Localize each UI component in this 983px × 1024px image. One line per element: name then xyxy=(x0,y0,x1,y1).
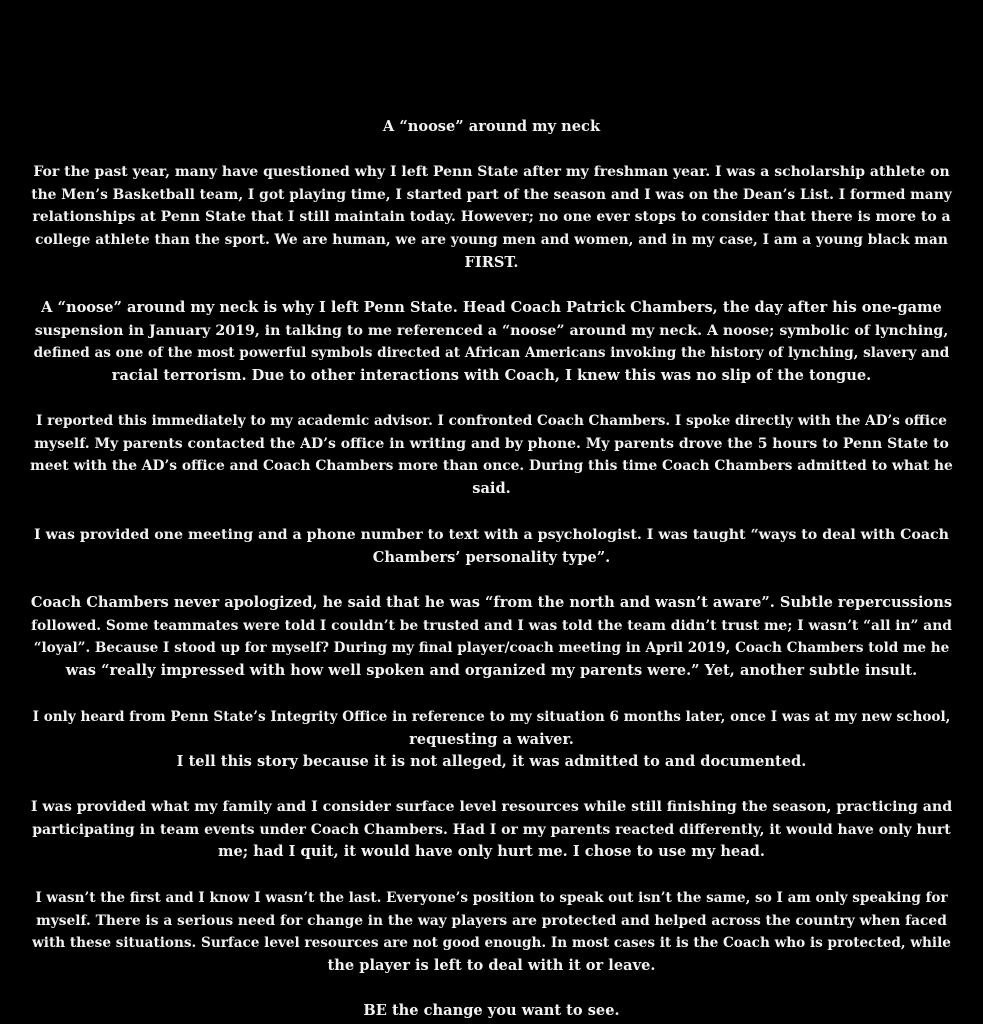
text-line: Coach Chambers never apologized, he said that he was “from the north and wasn’t aware”. Subtle repercussions xyxy=(30,594,953,611)
text-line: me; had I quit, it would have only hurt me. I chose to use my head. xyxy=(218,843,765,861)
text-line: meet with the AD’s office and Coach Chambers more than once. During this time Coach Chambers admitted to what he xyxy=(30,458,953,475)
text-line: defined as one of the most powerful symbols directed at African Americans invoking the history of lynching, slavery and xyxy=(33,345,950,362)
paragraph-repercussions xyxy=(30,592,953,683)
text-line: I wasn’t the first and I know I wasn’t the last. Everyone’s position to speak out isn’t the same, so I am only speaking for xyxy=(35,890,948,906)
text-line: racial terrorism. Due to other interactions with Coach, I knew this was no slip of the tongue. xyxy=(111,367,872,385)
text-line: relationships at Penn State that I still maintain today. However; no one ever stops to consider that there is more to a xyxy=(32,209,951,226)
text-line: the player is left to deal with it or leave. xyxy=(327,957,656,975)
text-line: with these situations. Surface level resources are not good enough. In most cases it is the Coach who is protected, while xyxy=(32,935,951,952)
document-title: A “noose” around my neck xyxy=(382,118,601,135)
text-line: I was provided one meeting and a phone number to text with a psychologist. I was taught “ways to deal with Coach xyxy=(34,527,949,543)
text-line: I reported this immediately to my academic advisor. I confronted Coach Chambers. I spoke directly with the AD’s office xyxy=(36,413,947,429)
paragraph-reporting xyxy=(30,410,953,501)
paragraph-integrity-office xyxy=(30,706,953,774)
text-line: followed. Some teammates were told I couldn’t be trusted and I was told the team didn’t trust me; I wasn’t “all in” and xyxy=(31,617,952,634)
text-line: myself. My parents contacted the AD’s office in writing and by phone. My parents drove the 5 hours to Penn State to xyxy=(34,435,949,452)
text-line: BE the change you want to see. xyxy=(363,1002,620,1019)
text-line: I only heard from Penn State’s Integrity Office in reference to my situation 6 months later, once I was at my new school, xyxy=(32,709,951,725)
text-line: I tell this story because it is not alleged, it was admitted to and documented. xyxy=(176,753,807,771)
text-line: suspension in January 2019, in talking to me referenced a “noose” around my neck. A noose; symbolic of lynching, xyxy=(34,322,949,339)
text-line: For the past year, many have questioned why I left Penn State after my freshman year. I was a scholarship athlete on xyxy=(33,164,950,180)
text-line: A “noose” around my neck is why I left Penn State. Head Coach Patrick Chambers, the day after his one-game xyxy=(41,299,942,316)
text-line: FIRST. xyxy=(464,253,519,271)
text-line: I was provided what my family and I consider surface level resources while still finishing the season, practicing and xyxy=(30,799,953,815)
paragraph-need-for-change xyxy=(30,887,953,978)
text-line: Chambers’ personality type”. xyxy=(372,548,611,566)
paragraph-resources xyxy=(30,796,953,864)
text-line: requesting a waiver. xyxy=(409,730,574,748)
text-line: was “really impressed with how well spoken and organized my parents were.” Yet, another subtle insult. xyxy=(65,662,918,680)
text-line: the Men’s Basketball team, I got playing time, I started part of the season and I was on the Dean’s List. I formed many xyxy=(31,186,952,203)
text-line: participating in team events under Coach Chambers. Had I or my parents reacted differently, it would have only hurt xyxy=(32,821,951,838)
paragraph-psychologist xyxy=(30,524,953,569)
text-line: said. xyxy=(472,480,511,498)
paragraph-noose-reference xyxy=(30,297,953,388)
text-line: college athlete than the sport. We are human, we are young men and women, and in my case, I am a young black man xyxy=(35,232,948,249)
paragraph-closing xyxy=(30,1000,953,1023)
text-line: myself. There is a serious need for change in the way players are protected and helped across the country when faced xyxy=(36,912,947,929)
paragraph-why-i-left xyxy=(30,161,953,275)
text-line: “loyal”. Because I stood up for myself? During my final player/coach meeting in April 2019, Coach Chambers told me he xyxy=(33,640,950,657)
